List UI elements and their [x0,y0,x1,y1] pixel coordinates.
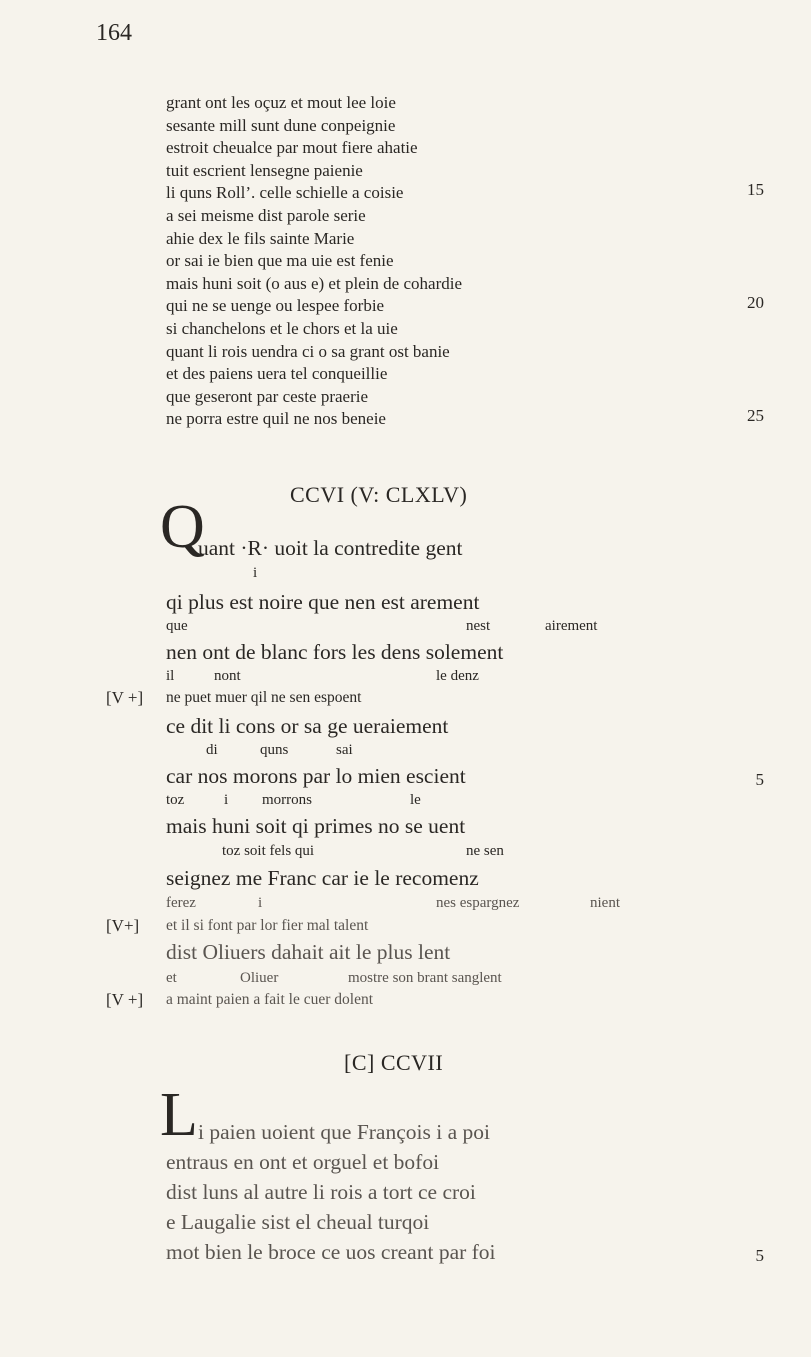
verse-line: mais huni soit qi primes no se uent [166,814,466,838]
variant-gloss: di [206,742,218,758]
poem-line: que geseront par ceste praerie [166,386,368,406]
poem-line: ahie dex le fils sainte Marie [166,228,355,248]
verse-line: entraus en ont et orguel et bofoi [166,1150,440,1174]
variant-gloss: i [253,565,258,581]
poem-line: a sei meisme dist parole serie [166,205,366,225]
variant-gloss: nont [214,668,241,684]
variant-gloss: nest [466,618,491,634]
variant-gloss: i [258,895,263,911]
verse-line: nen ont de blanc fors les dens solement [166,640,504,664]
variant-gloss: ne sen [466,843,504,859]
variant-gloss: que [166,618,188,634]
line-number: 5 [755,770,764,789]
poem-stanza [166,92,462,431]
variant-gloss: toz [166,792,185,808]
line-number: 5 [755,1246,764,1265]
variant-gloss: sai [336,742,353,758]
page-number: 164 [96,20,132,46]
variant-line: ne puet muer qil ne sen espoent [166,689,362,706]
poem-line: et des paiens uera tel conqueillie [166,364,388,384]
variant-gloss: toz soit fels qui [222,843,315,859]
verse-line: dist Oliuers dahait ait le plus lent [166,940,451,964]
variant-gloss: ferez [166,895,196,911]
verse-line: seignez me Franc car ie le recomenz [166,866,479,890]
verse-line: uant ·R· uoit la contredite gent [198,536,463,560]
variant-gloss: airement [545,618,598,634]
bracket-marker: [V +] [106,990,144,1009]
line-number: 20 [747,293,764,312]
variant-gloss: nes espargnez [436,895,520,911]
variant-gloss: le denz [436,668,479,684]
line-number: 25 [747,406,764,425]
line-number: 15 [747,180,764,199]
poem-line: estroit cheualce par mout fiere ahatie [166,138,418,158]
variant-gloss: Oliuer [240,970,279,986]
poem-line: grant ont les oçuz et mout lee loie [166,93,396,112]
variant-gloss: i [224,792,229,808]
variant-gloss: mostre son brant sanglent [348,970,502,986]
poem-line: tuit escrient lensegne paienie [166,160,363,180]
variant-gloss: et [166,970,177,986]
verse-line: mot bien le broce ce uos creant par foi [166,1240,496,1264]
variant-gloss: morrons [262,792,312,808]
drop-cap: Q [160,493,205,561]
verse-line: ce dit li cons or sa ge ueraiement [166,714,449,738]
verse-line: i paien uoient que François i a poi [198,1120,490,1144]
verse-line: dist luns al autre li rois a tort ce croi [166,1180,476,1204]
section-heading: CCVI (V: CLXLV) [290,482,468,507]
poem-line: sesante mill sunt dune conpeignie [166,115,396,135]
variant-gloss: il [166,668,175,684]
variant-gloss: le [410,792,421,808]
bracket-marker: [V +] [106,688,144,707]
poem-line: ne porra estre quil ne nos beneie [166,409,386,429]
section-heading: [C] CCVII [344,1050,444,1075]
bracket-marker: [V+] [106,916,140,935]
poem-line: or sai ie bien que ma uie est fenie [166,251,394,271]
verse-line: e Laugalie sist el cheual turqoi [166,1210,430,1234]
verse-line: car nos morons par lo mien escient [166,764,466,788]
variant-line: et il si font par lor fier mal talent [166,917,369,934]
drop-cap: L [160,1081,198,1149]
poem-line: li quns Roll’. celle schielle a coisie [166,183,404,203]
variant-line: a maint paien a fait le cuer dolent [166,991,374,1008]
variant-gloss: nient [590,895,620,911]
poem-line: si chanchelons et le chors et la uie [166,318,398,338]
verse-line: qi plus est noire que nen est arement [166,590,480,614]
poem-line: mais huni soit (o aus e) et plein de cohardie [166,273,462,293]
poem-line: qui ne se uenge ou lespee forbie [166,296,385,316]
poem-line: quant li rois uendra ci o sa grant ost banie [166,341,450,361]
variant-gloss: quns [260,742,289,758]
